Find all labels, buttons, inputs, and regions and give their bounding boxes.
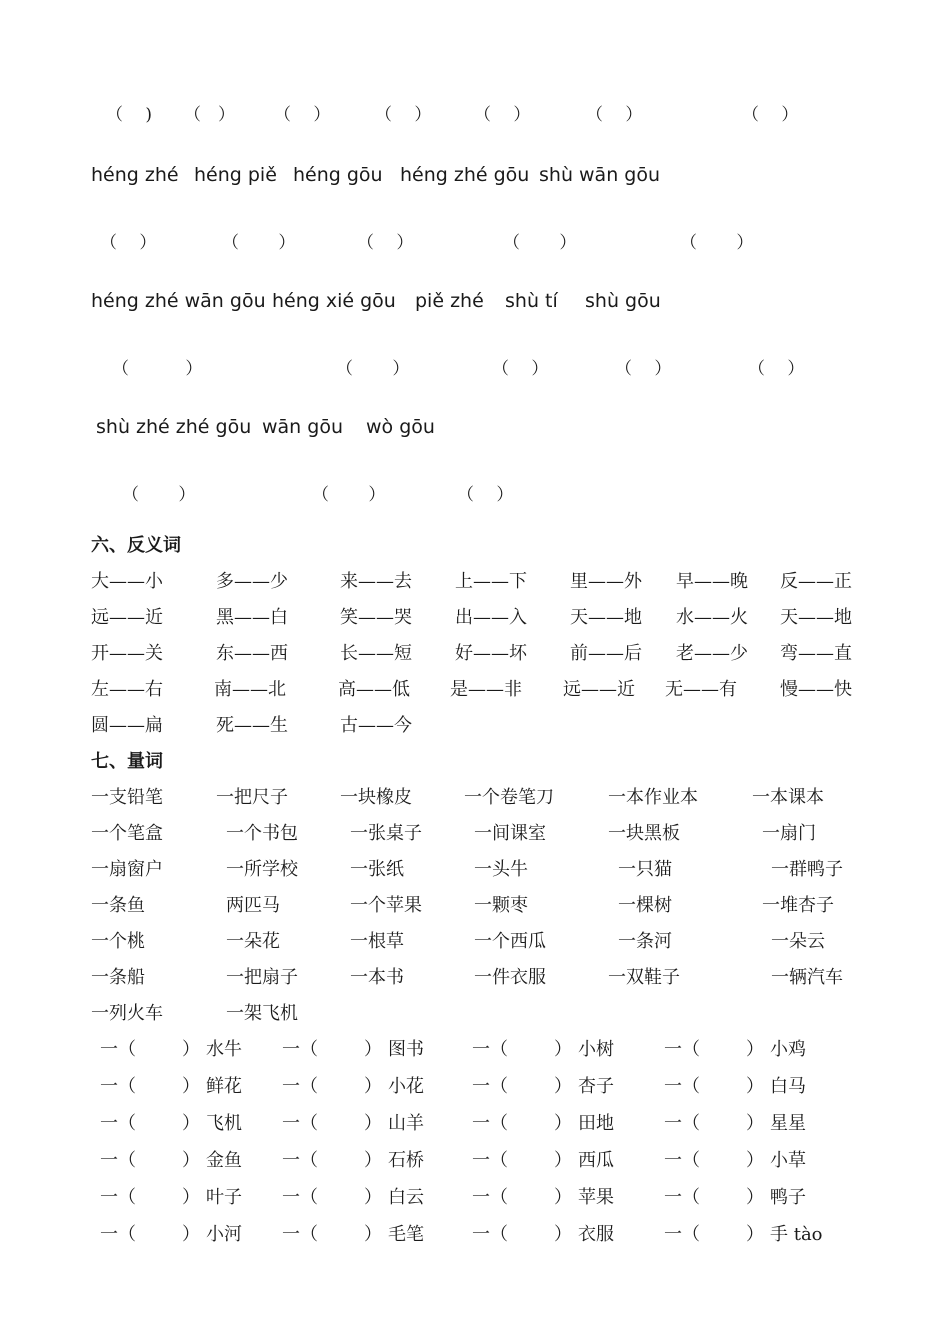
noun-label: 小树: [578, 1039, 614, 1060]
blank-prefix: 一（: [282, 1187, 318, 1208]
pinyin-item: wān gōu: [262, 416, 343, 438]
blank-suffix: ）: [554, 1150, 572, 1171]
measure-word-blank[interactable]: [700, 1035, 746, 1059]
blank-suffix: ）: [364, 1076, 382, 1097]
measure-phrase: 一头牛: [474, 859, 528, 880]
antonym-pair: 水——火: [676, 607, 748, 628]
noun-label: 石桥: [388, 1150, 424, 1171]
measure-phrase: 一个书包: [226, 823, 298, 844]
measure-phrase: 一张桌子: [350, 823, 422, 844]
blank-suffix: ）: [746, 1187, 764, 1208]
blank-prefix: 一（: [664, 1187, 700, 1208]
noun-label: 水牛: [206, 1039, 242, 1060]
antonym-pair: 黑——白: [216, 607, 288, 628]
noun-label: 鸭子: [770, 1187, 806, 1208]
blank-prefix: 一（: [472, 1224, 508, 1245]
answer-blank[interactable]: （ ）: [457, 485, 514, 505]
noun-label: 田地: [578, 1113, 614, 1134]
answer-blank[interactable]: （ ）: [680, 233, 754, 253]
pinyin-item: héng zhé wān gōu: [91, 290, 266, 312]
noun-label: 苹果: [578, 1187, 614, 1208]
antonym-pair: 古——今: [340, 715, 412, 736]
fill-row: [0, 1035, 950, 1065]
measure-word-blank[interactable]: [136, 1035, 182, 1059]
noun-label: 飞机: [206, 1113, 242, 1134]
measure-word-blank[interactable]: [318, 1072, 364, 1096]
fill-row: [0, 1183, 950, 1213]
measure-word-blank[interactable]: [136, 1220, 182, 1244]
answer-blank[interactable]: （ ）: [274, 105, 331, 125]
antonym-pair: 多——少: [216, 571, 288, 592]
measure-phrase: 一只猫: [618, 859, 672, 880]
blank-suffix: ）: [364, 1113, 382, 1134]
noun-label: 杏子: [578, 1076, 614, 1097]
antonym-pair: 左——右: [91, 679, 163, 700]
measure-phrase: 一本书: [350, 967, 404, 988]
measure-word-blank[interactable]: [508, 1146, 554, 1170]
antonym-pair: 天——地: [570, 607, 642, 628]
blank-prefix: 一（: [100, 1113, 136, 1134]
noun-label: 白马: [770, 1076, 806, 1097]
measure-word-blank[interactable]: [700, 1109, 746, 1133]
fill-row: [0, 1146, 950, 1176]
measure-word-blank[interactable]: [700, 1220, 746, 1244]
antonym-pair: 慢——快: [780, 679, 852, 700]
pinyin-item: héng zhé: [91, 164, 179, 186]
measure-phrase: 一颗枣: [474, 895, 528, 916]
blank-suffix: ）: [182, 1187, 200, 1208]
pinyin-row: [0, 290, 950, 320]
measure-word-blank[interactable]: [136, 1109, 182, 1133]
measure-word-blank[interactable]: [508, 1220, 554, 1244]
measure-phrase: 一张纸: [350, 859, 404, 880]
measure-phrase: 一辆汽车: [771, 967, 843, 988]
pinyin-item: shù gōu: [585, 290, 661, 312]
measure-row: [0, 927, 950, 957]
measure-phrase: 一个苹果: [350, 895, 422, 916]
measure-phrase: 一群鸭子: [771, 859, 843, 880]
pinyin-item: shù tí: [505, 290, 558, 312]
blank-prefix: 一（: [282, 1113, 318, 1134]
measure-word-blank[interactable]: [700, 1183, 746, 1207]
antonym-row: [0, 567, 950, 597]
blank-prefix: 一（: [282, 1224, 318, 1245]
blank-prefix: 一（: [664, 1039, 700, 1060]
answer-blank[interactable]: （ ）: [357, 233, 414, 253]
antonym-pair: 开——关: [91, 643, 163, 664]
measure-phrase: 两匹马: [226, 895, 280, 916]
measure-word-blank[interactable]: [318, 1035, 364, 1059]
measure-heading-row: [0, 747, 950, 777]
paren-row: [0, 228, 950, 258]
measure-phrase: 一把扇子: [226, 967, 298, 988]
measure-word-blank[interactable]: [318, 1183, 364, 1207]
noun-label: 鲜花: [206, 1076, 242, 1097]
blank-prefix: 一（: [472, 1039, 508, 1060]
answer-blank[interactable]: （ ）: [492, 359, 549, 379]
blank-prefix: 一（: [472, 1113, 508, 1134]
measure-phrase: 一堆杏子: [762, 895, 834, 916]
answer-blank[interactable]: （ ）: [100, 233, 157, 253]
measure-phrase: 一条河: [618, 931, 672, 952]
noun-label: 星星: [770, 1113, 806, 1134]
blank-prefix: 一（: [100, 1076, 136, 1097]
answer-blank[interactable]: （ ): [106, 105, 153, 125]
antonym-pair: 反——正: [780, 571, 852, 592]
antonym-pair: 圆——扁: [91, 715, 163, 736]
blank-suffix: ）: [364, 1039, 382, 1060]
antonym-pair: 远——近: [563, 679, 635, 700]
measure-word-blank[interactable]: [508, 1035, 554, 1059]
measure-phrase: 一把尺子: [216, 787, 288, 808]
measure-word-blank[interactable]: [508, 1183, 554, 1207]
section-heading: 七、量词: [91, 751, 163, 772]
antonyms-heading-row: [0, 531, 950, 561]
noun-label: 衣服: [578, 1224, 614, 1245]
noun-label: 山羊: [388, 1113, 424, 1134]
measure-phrase: 一扇窗户: [91, 859, 163, 880]
measure-row: [0, 963, 950, 993]
noun-label: 小鸡: [770, 1039, 806, 1060]
section-heading: 六、反义词: [91, 535, 181, 556]
measure-word-blank[interactable]: [318, 1220, 364, 1244]
pinyin-item: héng xié gōu: [272, 290, 396, 312]
noun-label: 小草: [770, 1150, 806, 1171]
measure-row: [0, 783, 950, 813]
blank-prefix: 一（: [100, 1039, 136, 1060]
blank-suffix: ）: [182, 1150, 200, 1171]
antonym-pair: 老——少: [676, 643, 748, 664]
blank-prefix: 一（: [664, 1150, 700, 1171]
measure-row: [0, 855, 950, 885]
measure-word-blank[interactable]: [136, 1072, 182, 1096]
blank-suffix: ）: [364, 1187, 382, 1208]
blank-suffix: ）: [746, 1113, 764, 1134]
answer-blank[interactable]: （ ）: [474, 105, 531, 125]
antonym-pair: 天——地: [780, 607, 852, 628]
blank-suffix: ）: [182, 1076, 200, 1097]
measure-row: [0, 819, 950, 849]
answer-blank[interactable]: （ ）: [222, 233, 296, 253]
measure-phrase: 一根草: [350, 931, 404, 952]
antonym-row: [0, 675, 950, 705]
measure-phrase: 一条船: [91, 967, 145, 988]
antonym-pair: 前——后: [570, 643, 642, 664]
measure-phrase: 一双鞋子: [608, 967, 680, 988]
antonym-row: [0, 639, 950, 669]
answer-blank[interactable]: （ ）: [615, 359, 672, 379]
measure-word-blank[interactable]: [508, 1072, 554, 1096]
antonym-pair: 来——去: [340, 571, 412, 592]
answer-blank[interactable]: （ ）: [375, 105, 432, 125]
blank-suffix: ）: [182, 1224, 200, 1245]
blank-suffix: ）: [746, 1076, 764, 1097]
blank-prefix: 一（: [664, 1076, 700, 1097]
blank-prefix: 一（: [282, 1150, 318, 1171]
antonym-pair: 是——非: [450, 679, 522, 700]
measure-phrase: 一本课本: [752, 787, 824, 808]
antonym-pair: 上——下: [455, 571, 527, 592]
answer-blank[interactable]: （ ）: [503, 233, 577, 253]
antonym-pair: 高——低: [338, 679, 410, 700]
pinyin-item: héng zhé gōu: [400, 164, 530, 186]
pinyin-item: piě zhé: [415, 290, 484, 312]
noun-label: 金鱼: [206, 1150, 242, 1171]
measure-word-blank[interactable]: [700, 1072, 746, 1096]
answer-blank[interactable]: （ ）: [184, 105, 235, 125]
measure-phrase: 一列火车: [91, 1003, 163, 1024]
blank-suffix: ）: [554, 1113, 572, 1134]
antonym-pair: 东——西: [216, 643, 288, 664]
measure-phrase: 一个卷笔刀: [464, 787, 554, 808]
noun-label: 手 tào: [770, 1224, 823, 1245]
answer-blank[interactable]: （ ）: [586, 105, 643, 125]
blank-suffix: ）: [554, 1039, 572, 1060]
blank-prefix: 一（: [664, 1224, 700, 1245]
blank-prefix: 一（: [472, 1150, 508, 1171]
noun-label: 白云: [388, 1187, 424, 1208]
blank-suffix: ）: [554, 1076, 572, 1097]
blank-prefix: 一（: [664, 1113, 700, 1134]
antonym-row: [0, 603, 950, 633]
answer-blank[interactable]: （ ）: [122, 485, 196, 505]
antonym-pair: 里——外: [570, 571, 642, 592]
noun-label: 小花: [388, 1076, 424, 1097]
blank-suffix: ）: [364, 1224, 382, 1245]
measure-phrase: 一件衣服: [474, 967, 546, 988]
antonym-row: [0, 711, 950, 741]
pinyin-item: shù wān gōu: [539, 164, 661, 186]
measure-phrase: 一间课室: [474, 823, 546, 844]
measure-phrase: 一本作业本: [608, 787, 698, 808]
measure-word-blank[interactable]: [318, 1146, 364, 1170]
measure-phrase: 一个笔盒: [91, 823, 163, 844]
fill-row: [0, 1072, 950, 1102]
antonym-pair: 无——有: [665, 679, 737, 700]
blank-prefix: 一（: [472, 1076, 508, 1097]
measure-phrase: 一所学校: [226, 859, 298, 880]
measure-word-blank[interactable]: [318, 1109, 364, 1133]
noun-label: 西瓜: [578, 1150, 614, 1171]
measure-phrase: 一个西瓜: [474, 931, 546, 952]
measure-phrase: 一扇门: [762, 823, 816, 844]
blank-suffix: ）: [746, 1224, 764, 1245]
blank-suffix: ）: [746, 1039, 764, 1060]
blank-prefix: 一（: [100, 1187, 136, 1208]
measure-phrase: 一块橡皮: [340, 787, 412, 808]
antonym-pair: 出——入: [455, 607, 527, 628]
measure-phrase: 一条鱼: [91, 895, 145, 916]
antonym-pair: 大——小: [91, 571, 163, 592]
antonym-pair: 好——坏: [455, 643, 527, 664]
answer-blank[interactable]: （ ）: [336, 359, 410, 379]
paren-row: [0, 354, 950, 384]
pinyin-item: wò gōu: [366, 416, 435, 438]
antonym-pair: 弯——直: [780, 643, 852, 664]
answer-blank[interactable]: （ ）: [112, 359, 203, 379]
measure-phrase: 一架飞机: [226, 1003, 298, 1024]
answer-blank[interactable]: （ ）: [312, 485, 386, 505]
pinyin-item: héng gōu: [293, 164, 383, 186]
blank-prefix: 一（: [282, 1076, 318, 1097]
antonym-pair: 笑——哭: [340, 607, 412, 628]
blank-suffix: ）: [364, 1150, 382, 1171]
pinyin-row: [0, 164, 950, 194]
answer-blank[interactable]: （ ）: [742, 105, 799, 125]
measure-phrase: 一块黑板: [608, 823, 680, 844]
blank-suffix: ）: [182, 1113, 200, 1134]
pinyin-item: héng piě: [194, 164, 277, 186]
fill-row: [0, 1109, 950, 1139]
antonym-pair: 远——近: [91, 607, 163, 628]
measure-word-blank[interactable]: [508, 1109, 554, 1133]
blank-prefix: 一（: [282, 1039, 318, 1060]
measure-word-blank[interactable]: [136, 1183, 182, 1207]
measure-word-blank[interactable]: [136, 1146, 182, 1170]
pinyin-row: [0, 416, 950, 446]
measure-phrase: 一个桃: [91, 931, 145, 952]
fill-row: [0, 1220, 950, 1250]
measure-row: [0, 891, 950, 921]
blank-prefix: 一（: [472, 1187, 508, 1208]
measure-phrase: 一朵花: [226, 931, 280, 952]
antonym-pair: 早——晚: [676, 571, 748, 592]
paren-row: [0, 480, 950, 510]
antonym-pair: 长——短: [340, 643, 412, 664]
measure-phrase: 一支铅笔: [91, 787, 163, 808]
antonym-pair: 南——北: [214, 679, 286, 700]
noun-label: 小河: [206, 1224, 242, 1245]
blank-suffix: ）: [554, 1187, 572, 1208]
measure-phrase: 一朵云: [771, 931, 825, 952]
blank-suffix: ）: [746, 1150, 764, 1171]
measure-word-blank[interactable]: [700, 1146, 746, 1170]
pinyin-item: shù zhé zhé gōu: [96, 416, 252, 438]
blank-prefix: 一（: [100, 1150, 136, 1171]
answer-blank[interactable]: （ ）: [748, 359, 805, 379]
measure-phrase: 一棵树: [618, 895, 672, 916]
antonym-pair: 死——生: [216, 715, 288, 736]
measure-row: [0, 999, 950, 1029]
paren-row: [0, 100, 950, 130]
blank-suffix: ）: [182, 1039, 200, 1060]
noun-label: 叶子: [206, 1187, 242, 1208]
noun-label: 图书: [388, 1039, 424, 1060]
blank-suffix: ）: [554, 1224, 572, 1245]
noun-label: 毛笔: [388, 1224, 424, 1245]
blank-prefix: 一（: [100, 1224, 136, 1245]
